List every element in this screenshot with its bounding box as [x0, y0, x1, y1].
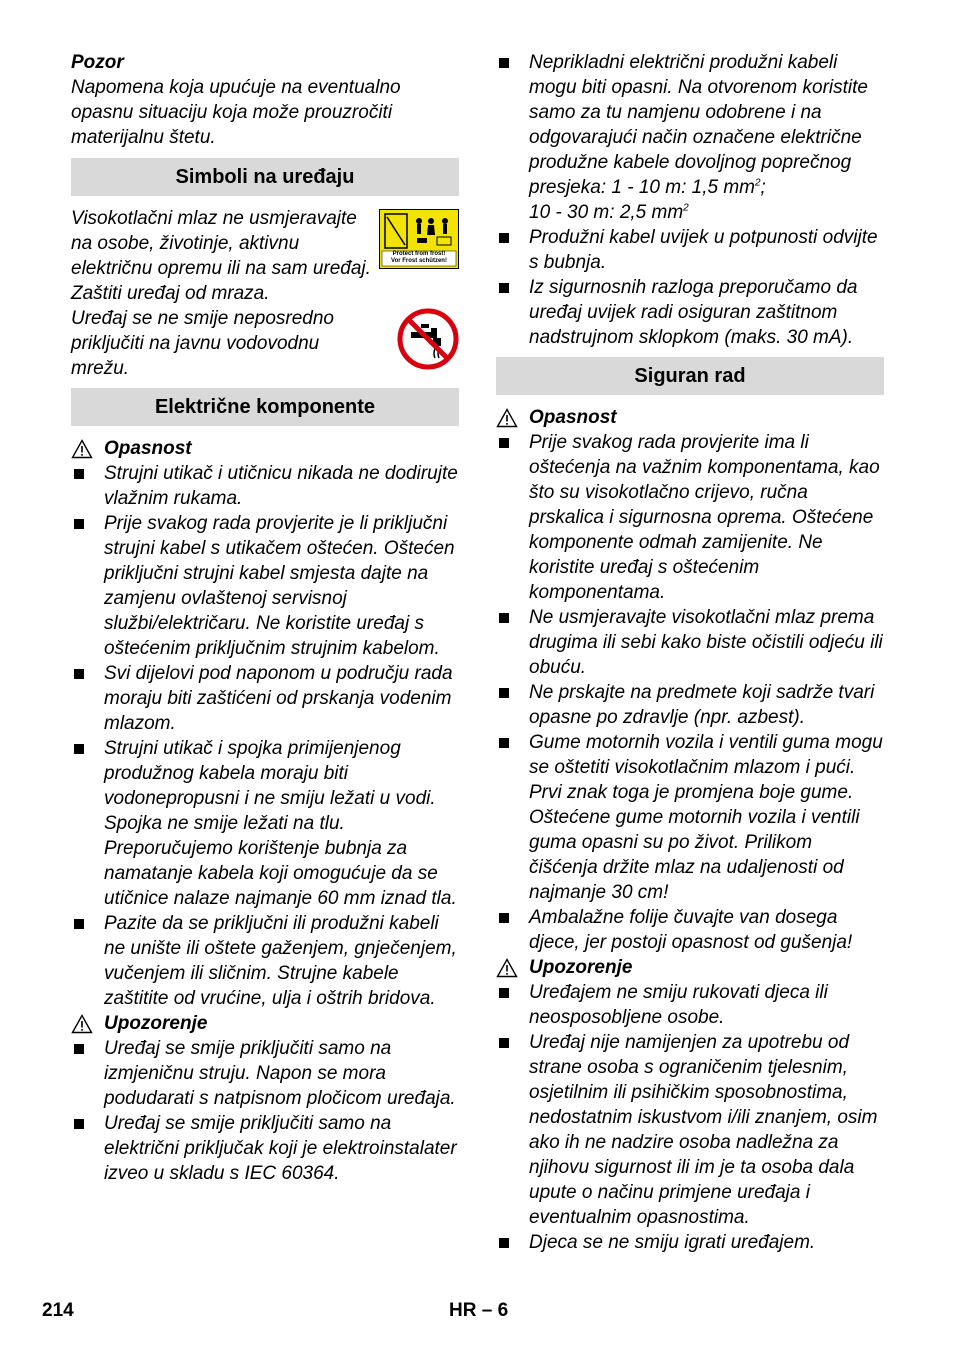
bullet-icon	[74, 919, 84, 929]
section-ref: HR – 6	[449, 1300, 509, 1321]
list-item	[496, 430, 884, 605]
list-item	[71, 661, 459, 736]
list-item	[496, 605, 884, 680]
bullet-icon	[499, 913, 509, 923]
warning-label: Upozorenje	[529, 957, 633, 978]
left-column	[71, 50, 459, 1186]
list-item-text: Uređajem ne smiju rukovati djeca ili neosposobljene osobe.	[529, 982, 828, 1028]
list-item	[71, 1036, 459, 1111]
list-item	[496, 680, 884, 730]
list-item	[496, 50, 884, 225]
list-item	[496, 225, 884, 275]
no-public-water-icon	[397, 308, 459, 370]
bullet-icon	[74, 1119, 84, 1129]
bullet-icon	[499, 233, 509, 243]
list-item	[71, 736, 459, 911]
list-item-text: Svi dijelovi pod naponom u području rada moraju biti zaštićeni od prskanja vodenim mlazom.	[104, 663, 453, 734]
list-item	[71, 511, 459, 661]
list-item	[71, 911, 459, 1011]
symbol-row-2	[71, 306, 459, 381]
list-item	[496, 980, 884, 1030]
warning-triangle-icon	[496, 408, 518, 428]
page-number: 214	[42, 1300, 74, 1321]
warning-triangle-icon	[71, 439, 93, 459]
danger-heading-right	[496, 405, 884, 430]
warning-heading-left	[71, 1011, 459, 1036]
list-item-text: Prije svakog rada provjerite je li priključni strujni kabel s utikačem oštećen. Oštećen priključni strujni kabel smjesta dajte na zamjenu ovlaštenoj servisnoj službi/električaru. Ne koristite uređaj s oštećenim priključnim strujnim kabelom.	[104, 513, 455, 659]
symbol1-caption-line1: Protect from frost!	[392, 251, 446, 257]
list-item	[71, 461, 459, 511]
bullet-icon	[499, 688, 509, 698]
list-item	[496, 1230, 884, 1255]
list-item	[496, 730, 884, 905]
list-item-text: Gume motornih vozila i ventili guma mogu se oštetiti visokotlačnim mlazom i pući. Prvi znak toga je promjena boje gume. Oštećene gume motornih vozila i ventili guma opasni su po život. Prilikom čišćenja držite mlaz na udaljenosti od najmanje 30 cm!	[529, 732, 883, 903]
list-item-text: Pazite da se priključni ili produžni kabeli ne unište ili oštete gaženjem, gnječenjem, vučenjem ili sličnim. Strujne kabele zaštitite od vrućine, ulja i oštrih bridova.	[104, 913, 457, 1009]
list-item-text: Ambalažne folije čuvajte van dosega djece, jer postoji opasnost od gušenja!	[529, 907, 853, 953]
list-item	[496, 1030, 884, 1230]
bullet-icon	[499, 988, 509, 998]
bullet-icon	[499, 58, 509, 68]
list-item-text: Ne usmjeravajte visokotlačni mlaz prema drugima ili sebi kako biste očistili odjeću ili obuću.	[529, 607, 883, 678]
list-item-text: Prije svakog rada provjerite ima li oštećenja na važnim komponentama, kao što su visokotlačno crijevo, ručna prskalica i sigurnosna oprema. Oštećene komponente odmah zamijenite. Ne koristite uređaj s oštećenim komponentama.	[529, 432, 880, 603]
bullet-icon	[499, 613, 509, 623]
list-item-text: Strujni utikač i utičnicu nikada ne dodirujte vlažnim rukama.	[104, 463, 458, 509]
cable-item-text: Neprikladni električni produžni kabeli mogu biti opasni. Na otvorenom koristite samo za tu namjenu odobrene i na odgovarajući način označene električne produžne kabele dovoljnog poprečnog presjeka: 1 - 10 m: 1,5 mm	[529, 52, 868, 198]
bullet-icon	[74, 669, 84, 679]
bullet-icon	[499, 438, 509, 448]
pozor-text: Napomena koja upućuje na eventualno opasnu situaciju koja može prouzročiti materijalnu štetu.	[71, 77, 401, 148]
warning-heading-right	[496, 955, 884, 980]
list-item-text: Djeca se ne smiju igrati uređajem.	[529, 1232, 816, 1253]
warning-triangle-icon	[496, 958, 518, 978]
list-item-text: Uređaj se smije priključiti samo na električni priključak koji je elektroinstalater izveo u skladu s IEC 60364.	[104, 1113, 457, 1184]
bullet-icon	[499, 1238, 509, 1248]
bullet-icon	[499, 1038, 509, 1048]
frost-text: Zaštiti uređaj od mraza.	[71, 283, 270, 304]
bullet-icon	[74, 519, 84, 529]
bullet-icon	[499, 283, 509, 293]
symbol2-text: Uređaj se ne smije neposredno priključiti na javnu vodovodnu mrežu.	[71, 308, 334, 379]
right-column	[496, 50, 884, 1255]
list-item	[496, 905, 884, 955]
superscript: 2	[754, 177, 761, 189]
section-title-safe-work: Siguran rad	[496, 357, 884, 395]
list-item	[71, 1111, 459, 1186]
warning-label: Upozorenje	[104, 1013, 208, 1034]
danger-label: Opasnost	[529, 407, 617, 428]
cable-suffix: ;	[760, 177, 766, 198]
list-item-text: Produžni kabel uvijek u potpunosti odvijte s bubnja.	[529, 227, 878, 273]
symbol-row-1	[71, 206, 459, 281]
symbol1-caption-line2: Vor Frost schützen!	[391, 258, 447, 264]
section-title-symbols: Simboli na uređaju	[71, 158, 459, 196]
list-item	[496, 275, 884, 350]
bullet-icon	[74, 744, 84, 754]
symbol1-caption	[379, 251, 459, 265]
list-item-text: Strujni utikač i spojka primijenjenog produžnog kabela moraju biti vodonepropusni i ne smiju ležati u vodi. Spojka ne smije ležati na tlu. Preporučujemo korištenje bubnja za namatanje kabela koji omogućuje da se utičnice nalaze najmanje 60 mm iznad tla.	[104, 738, 457, 909]
bullet-icon	[74, 1044, 84, 1054]
bullet-icon	[74, 469, 84, 479]
list-item-text: Ne prskajte na predmete koji sadrže tvari opasne po zdravlje (npr. azbest).	[529, 682, 875, 728]
warning-triangle-icon	[71, 1014, 93, 1034]
cable-line2: 10 - 30 m: 2,5 mm	[529, 202, 684, 223]
list-item-text: Iz sigurnosnih razloga preporučamo da uređaj uvijek radi osiguran zaštitnom nadstrujnom sklopkom (maks. 30 mA).	[529, 277, 858, 348]
bullet-icon	[499, 738, 509, 748]
list-item-text: Uređaj nije namijenjen za upotrebu od strane osoba s ograničenim tjelesnim, osjetilnim ili psihičkim sposobnostima, nedostatnim iskustvom i/ili znanjem, osim ako ih ne nadzire osoba nadležna za njihovu sigurnost ili im je ta osoba dala upute o načinu primjene uređaja i eventualnim opasnostima.	[529, 1032, 878, 1228]
danger-label: Opasnost	[104, 438, 192, 459]
list-item-text: Uređaj se smije priključiti samo na izmjeničnu struju. Napon se mora podudarati s natpisnom pločicom uređaja.	[104, 1038, 456, 1109]
section-title-electrical: Električne komponente	[71, 388, 459, 426]
symbol1-text: Visokotlačni mlaz ne usmjeravajte na osobe, životinje, aktivnu električnu opremu ili na sam uređaj.	[71, 208, 371, 279]
superscript: 2	[683, 202, 689, 214]
pozor-title: Pozor	[71, 52, 124, 73]
danger-heading-left	[71, 436, 459, 461]
